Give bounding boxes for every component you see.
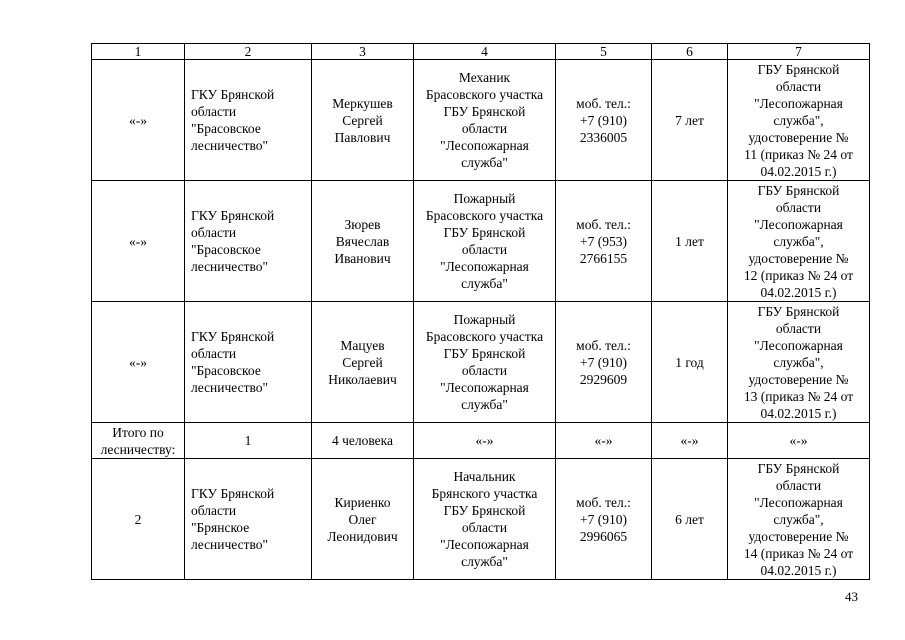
person-name-cell: Кириенко Олег Леонидович xyxy=(312,459,414,580)
total-people-cell: 4 человека xyxy=(312,423,414,459)
column-number: 4 xyxy=(414,44,556,60)
certificate-cell: ГБУ Брянской области "Лесопожарная служба", удостоверение № 12 (приказ № 24 от 04.02.2015 г.) xyxy=(728,181,870,302)
position-cell: Пожарный Брасовского участка ГБУ Брянской области "Лесопожарная служба" xyxy=(414,302,556,423)
position-cell: Механик Брасовского участка ГБУ Брянской области "Лесопожарная служба" xyxy=(414,60,556,181)
experience-cell: 1 лет xyxy=(652,181,728,302)
forestry-cell: ГКУ Брянской области "Брянское лесничество" xyxy=(185,459,312,580)
column-number: 5 xyxy=(556,44,652,60)
phone-cell: моб. тел.: +7 (910) 2336005 xyxy=(556,60,652,181)
experience-cell: 1 год xyxy=(652,302,728,423)
table-row xyxy=(92,181,870,302)
column-number: 3 xyxy=(312,44,414,60)
total-label-cell: Итого по лесничеству: xyxy=(92,423,185,459)
certificate-cell: ГБУ Брянской области "Лесопожарная служба", удостоверение № 13 (приказ № 24 от 04.02.2015 г.) xyxy=(728,302,870,423)
row-number-cell: «-» xyxy=(92,302,185,423)
experience-cell: 7 лет xyxy=(652,60,728,181)
total-count-cell: 1 xyxy=(185,423,312,459)
row-number-cell: 2 xyxy=(92,459,185,580)
total-dash-cell: «-» xyxy=(414,423,556,459)
phone-cell: моб. тел.: +7 (910) 2929609 xyxy=(556,302,652,423)
column-number: 2 xyxy=(185,44,312,60)
forestry-cell: ГКУ Брянской области "Брасовское лесничество" xyxy=(185,181,312,302)
staff-table xyxy=(91,43,870,580)
column-number: 1 xyxy=(92,44,185,60)
page-number: 43 xyxy=(845,589,858,604)
experience-cell: 6 лет xyxy=(652,459,728,580)
row-number-cell: «-» xyxy=(92,60,185,181)
person-name-cell: Мацуев Сергей Николаевич xyxy=(312,302,414,423)
column-number: 7 xyxy=(728,44,870,60)
person-name-cell: Зюрев Вячеслав Иванович xyxy=(312,181,414,302)
certificate-cell: ГБУ Брянской области "Лесопожарная служба", удостоверение № 14 (приказ № 24 от 04.02.2015 г.) xyxy=(728,459,870,580)
phone-cell: моб. тел.: +7 (953) 2766155 xyxy=(556,181,652,302)
phone-cell: моб. тел.: +7 (910) 2996065 xyxy=(556,459,652,580)
table-row xyxy=(92,302,870,423)
table-row xyxy=(92,459,870,580)
certificate-cell: ГБУ Брянской области "Лесопожарная служба", удостоверение № 11 (приказ № 24 от 04.02.2015 г.) xyxy=(728,60,870,181)
total-dash-cell: «-» xyxy=(556,423,652,459)
column-number-row xyxy=(92,44,870,60)
total-dash-cell: «-» xyxy=(728,423,870,459)
person-name-cell: Меркушев Сергей Павлович xyxy=(312,60,414,181)
total-dash-cell: «-» xyxy=(652,423,728,459)
position-cell: Пожарный Брасовского участка ГБУ Брянской области "Лесопожарная служба" xyxy=(414,181,556,302)
position-cell: Начальник Брянского участка ГБУ Брянской области "Лесопожарная служба" xyxy=(414,459,556,580)
forestry-cell: ГКУ Брянской области "Брасовское лесничество" xyxy=(185,60,312,181)
table-row xyxy=(92,60,870,181)
row-number-cell: «-» xyxy=(92,181,185,302)
column-number: 6 xyxy=(652,44,728,60)
forestry-total-row xyxy=(92,423,870,459)
forestry-cell: ГКУ Брянской области "Брасовское лесничество" xyxy=(185,302,312,423)
